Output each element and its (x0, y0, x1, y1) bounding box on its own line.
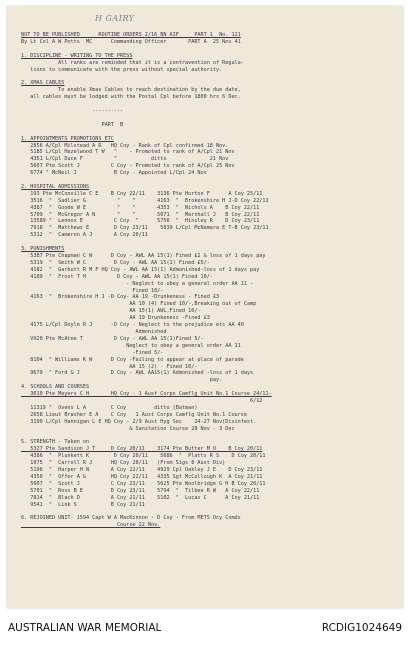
document-line: VX20 Pte McAtee T D Coy - AWL AA 15(1)Fined 5/- (21, 335, 204, 342)
document-line: PART B (21, 121, 124, 128)
document-line: 4387 " Goode W E " " 4353 " Nichols A B Coy 22/11 (21, 204, 260, 211)
document-line: 193 Pte McConville C E B Coy 22/11 3136 Pte Horton F A Coy 25/11 (21, 190, 263, 197)
document-line (21, 101, 401, 108)
document-line: all cables must be lodged with the Postal Cpl before 1800 hrs 6 Dec. (21, 94, 241, 101)
document-line: pay. (21, 377, 223, 384)
document-line: 5. STRENGTH - Taken on (21, 439, 90, 446)
handwritten-note: H GAIRY (95, 14, 135, 23)
document-line: 6. REJOINED UNIT- 1594 Capt W A MacKinnon - D Coy - From METS Ocy Comds (21, 515, 241, 522)
document-line: 2658 Lieut Brasher E A C Coy 1 Aust Corps Camflg Unit No.1 Course (21, 411, 247, 418)
document-line: 1. DISCIPLINE - WRITING TO THE PRESS (21, 52, 133, 59)
document-line: 3516 " Sadlier G " " 4163 " Brokenshire H J-D Coy 22/11 (21, 197, 269, 204)
document-line: 4386 " Plunkett K D Coy 20/11 5686 " Platts R S D Coy 20/11 (21, 453, 266, 460)
document-line: 4182 " Garbutt R M F HQ Coy - AWL AA 15(1) Admonished-loss of 1 days pay (21, 266, 260, 273)
document-line: 2. HOSPITAL ADMISSIONS (21, 183, 90, 190)
document-line: AA 19 Drunkeness -Fined £3 (21, 315, 210, 322)
document-line: 5312 " Cameron A J A Coy 20/11 (21, 232, 148, 239)
document-line: 5185 L/Cpl Hazelwood T W " - Promoted to rank of A/Cpl 21 Nov (21, 149, 235, 156)
document-line: 4175 L/Cpl Doyle R J -D Coy - Neglect to the prejudice etc AA 40 (21, 322, 244, 329)
document-line: 9541 " Link S B Coy 21/11 (21, 501, 145, 508)
document-line: tions to communicate with the press without special authority. (21, 66, 223, 73)
routine-orders-text (21, 32, 401, 529)
document-line: NOT TO BE PUBLISHED ROUTINE ORDERS 2/16 BN AIF PART 1 No. 121 (21, 32, 241, 38)
document-line: 4351 L/Cpl Duce F " ditto 21 Nov (21, 156, 229, 163)
document-line: Fined 10/- (21, 287, 164, 294)
document-line: 5319 " Smith W C D Coy - AWL AA 15(1) Fined £5/- (21, 259, 210, 266)
document-line: 5607 " Scott J C Coy 23/11 5625 Pte Woolbridge G H B Coy 20/11 (21, 480, 266, 487)
document-line (21, 129, 401, 136)
document-line: 4189 " Frost T H D Coy - AWL AA 15(1) Fined 10/- (21, 273, 213, 280)
document-line: -Fined 5/- (21, 349, 164, 356)
archive-source: AUSTRALIAN WAR MEMORIAL (8, 622, 162, 634)
document-line: Admonished (21, 328, 167, 335)
document-page (7, 6, 403, 608)
document-line: 4163 " Brokenshire H J -D Coy- AA 19 -Drunkeness - Fined £3 (21, 294, 220, 301)
document-line: & Sanitation Course 28 Nov - 3 Dec (21, 425, 235, 432)
document-line: 5196 " Harper H N A Coy 22/11 4929 Cpl Oakley J E D Coy 23/11 (21, 467, 263, 474)
document-line: 2. XMAS CABLES (21, 80, 65, 87)
document-line (21, 239, 401, 246)
document-line: 6774 " McNeil J B Coy - Appointed L/Cpl 24 Nov (21, 170, 207, 177)
document-line: 5607 Pte Scott J C Coy - Promoted to rank of A/Cpl 25 Nov (21, 163, 235, 170)
document-line (21, 177, 401, 184)
catalogue-id: RCDIG1024649 (321, 622, 402, 634)
document-line: 5327 Pte Sandison J T D Coy 20/11 3174 Pte Butter M O B Coy 20/11 (21, 446, 263, 453)
document-line: 3010 Pte Meyers C H HQ Coy - 1 Aust Corps Camflg Unit No.1 Course 24/11- (21, 391, 272, 398)
document-line: To enable Xmas Cables to reach destination by the due date, (21, 87, 241, 94)
document-line: 3. PUNISHMENTS (21, 246, 65, 253)
document-line (21, 115, 401, 122)
document-line: AA 10 (4) Fined 10/-,Breaking out of Camp (21, 301, 257, 308)
document-line: 9679 " Ford G J D Coy - AWL AA15(1) Admonished -loss of 1 days (21, 370, 254, 377)
document-line (21, 509, 401, 516)
document-line (21, 433, 401, 440)
document-line: - Neglect to obey a general order AA 11 - (21, 280, 254, 287)
document-line (21, 46, 401, 53)
document-line: AA 15(1) AWL,Fined 10/- (21, 308, 201, 315)
document-line: By Lt Col A W Potts MC Commanding Officer PART A 25 Nov 41 (21, 38, 241, 45)
document-line: 4350 " Offer A G HQ Coy 22/11 4335 Sgt McCullough K A Coy 21/11 (21, 474, 263, 480)
document-line: 5709 " McGregor A N " " 5071 " Marshall J B Coy 22/11 (21, 211, 260, 218)
document-line: 4. SCHOOLS AND COURSES (21, 384, 90, 391)
document-line: 5701 " Ross B E D Coy 23/11 5794 " Tilbee R W A Coy 22/11 (21, 487, 260, 494)
document-line: 2856 A/Cpl Milstead A R HQ Coy - Rank of Cpl confirmed 18 Nov. (21, 142, 229, 149)
archive-footer (0, 614, 410, 654)
document-line: Neglect to obey a general order AA 11 (21, 342, 241, 349)
document-line: AA 15 (2) - Fined 10/- (21, 363, 198, 370)
document-line (21, 73, 401, 80)
document-line: ---------- (21, 107, 124, 114)
document-line: 7918 " Matthews E D Coy 23/11 5039 L/Cpl McNamara E T-B Coy 23/11 (21, 225, 269, 232)
document-line: 8104 " Williams K W D Coy -Failing to appear at place of parade (21, 356, 244, 363)
document-line: 7814 " Black D A Coy 21/11 5102 " Lucas C A Coy 21/11 (21, 494, 260, 501)
document-line: Course 22 Nov. (21, 522, 161, 529)
document-line: 6/12 (21, 398, 263, 405)
document-line: 11319 " Ovens L A C Coy ditto (Batman) (21, 404, 198, 411)
document-line: 5387 Pte Chapman C W D Coy - AWL AA 15(1) Fined £2 & loss of 1 days pay (21, 253, 266, 259)
document-line: All ranks are reminded that it is a contravention of Regula- (21, 59, 244, 66)
document-line: 1075 " Carroll R J HQ Coy 20/11 (From Sigs 8 Aust Div) (21, 460, 226, 467)
document-line: 1. APPOINTMENTS PROMOTIONS ETC (21, 135, 114, 142)
document-line: 13589 " Lennox E C Coy " 5756 " Hinsley R D Coy 23/11 (21, 218, 260, 225)
document-line: 3190 L/Cpl Hannigan L E HQ Coy - 2/9 Aust Hyg Sec 24-27 Nov(Disinfest. (21, 418, 257, 425)
